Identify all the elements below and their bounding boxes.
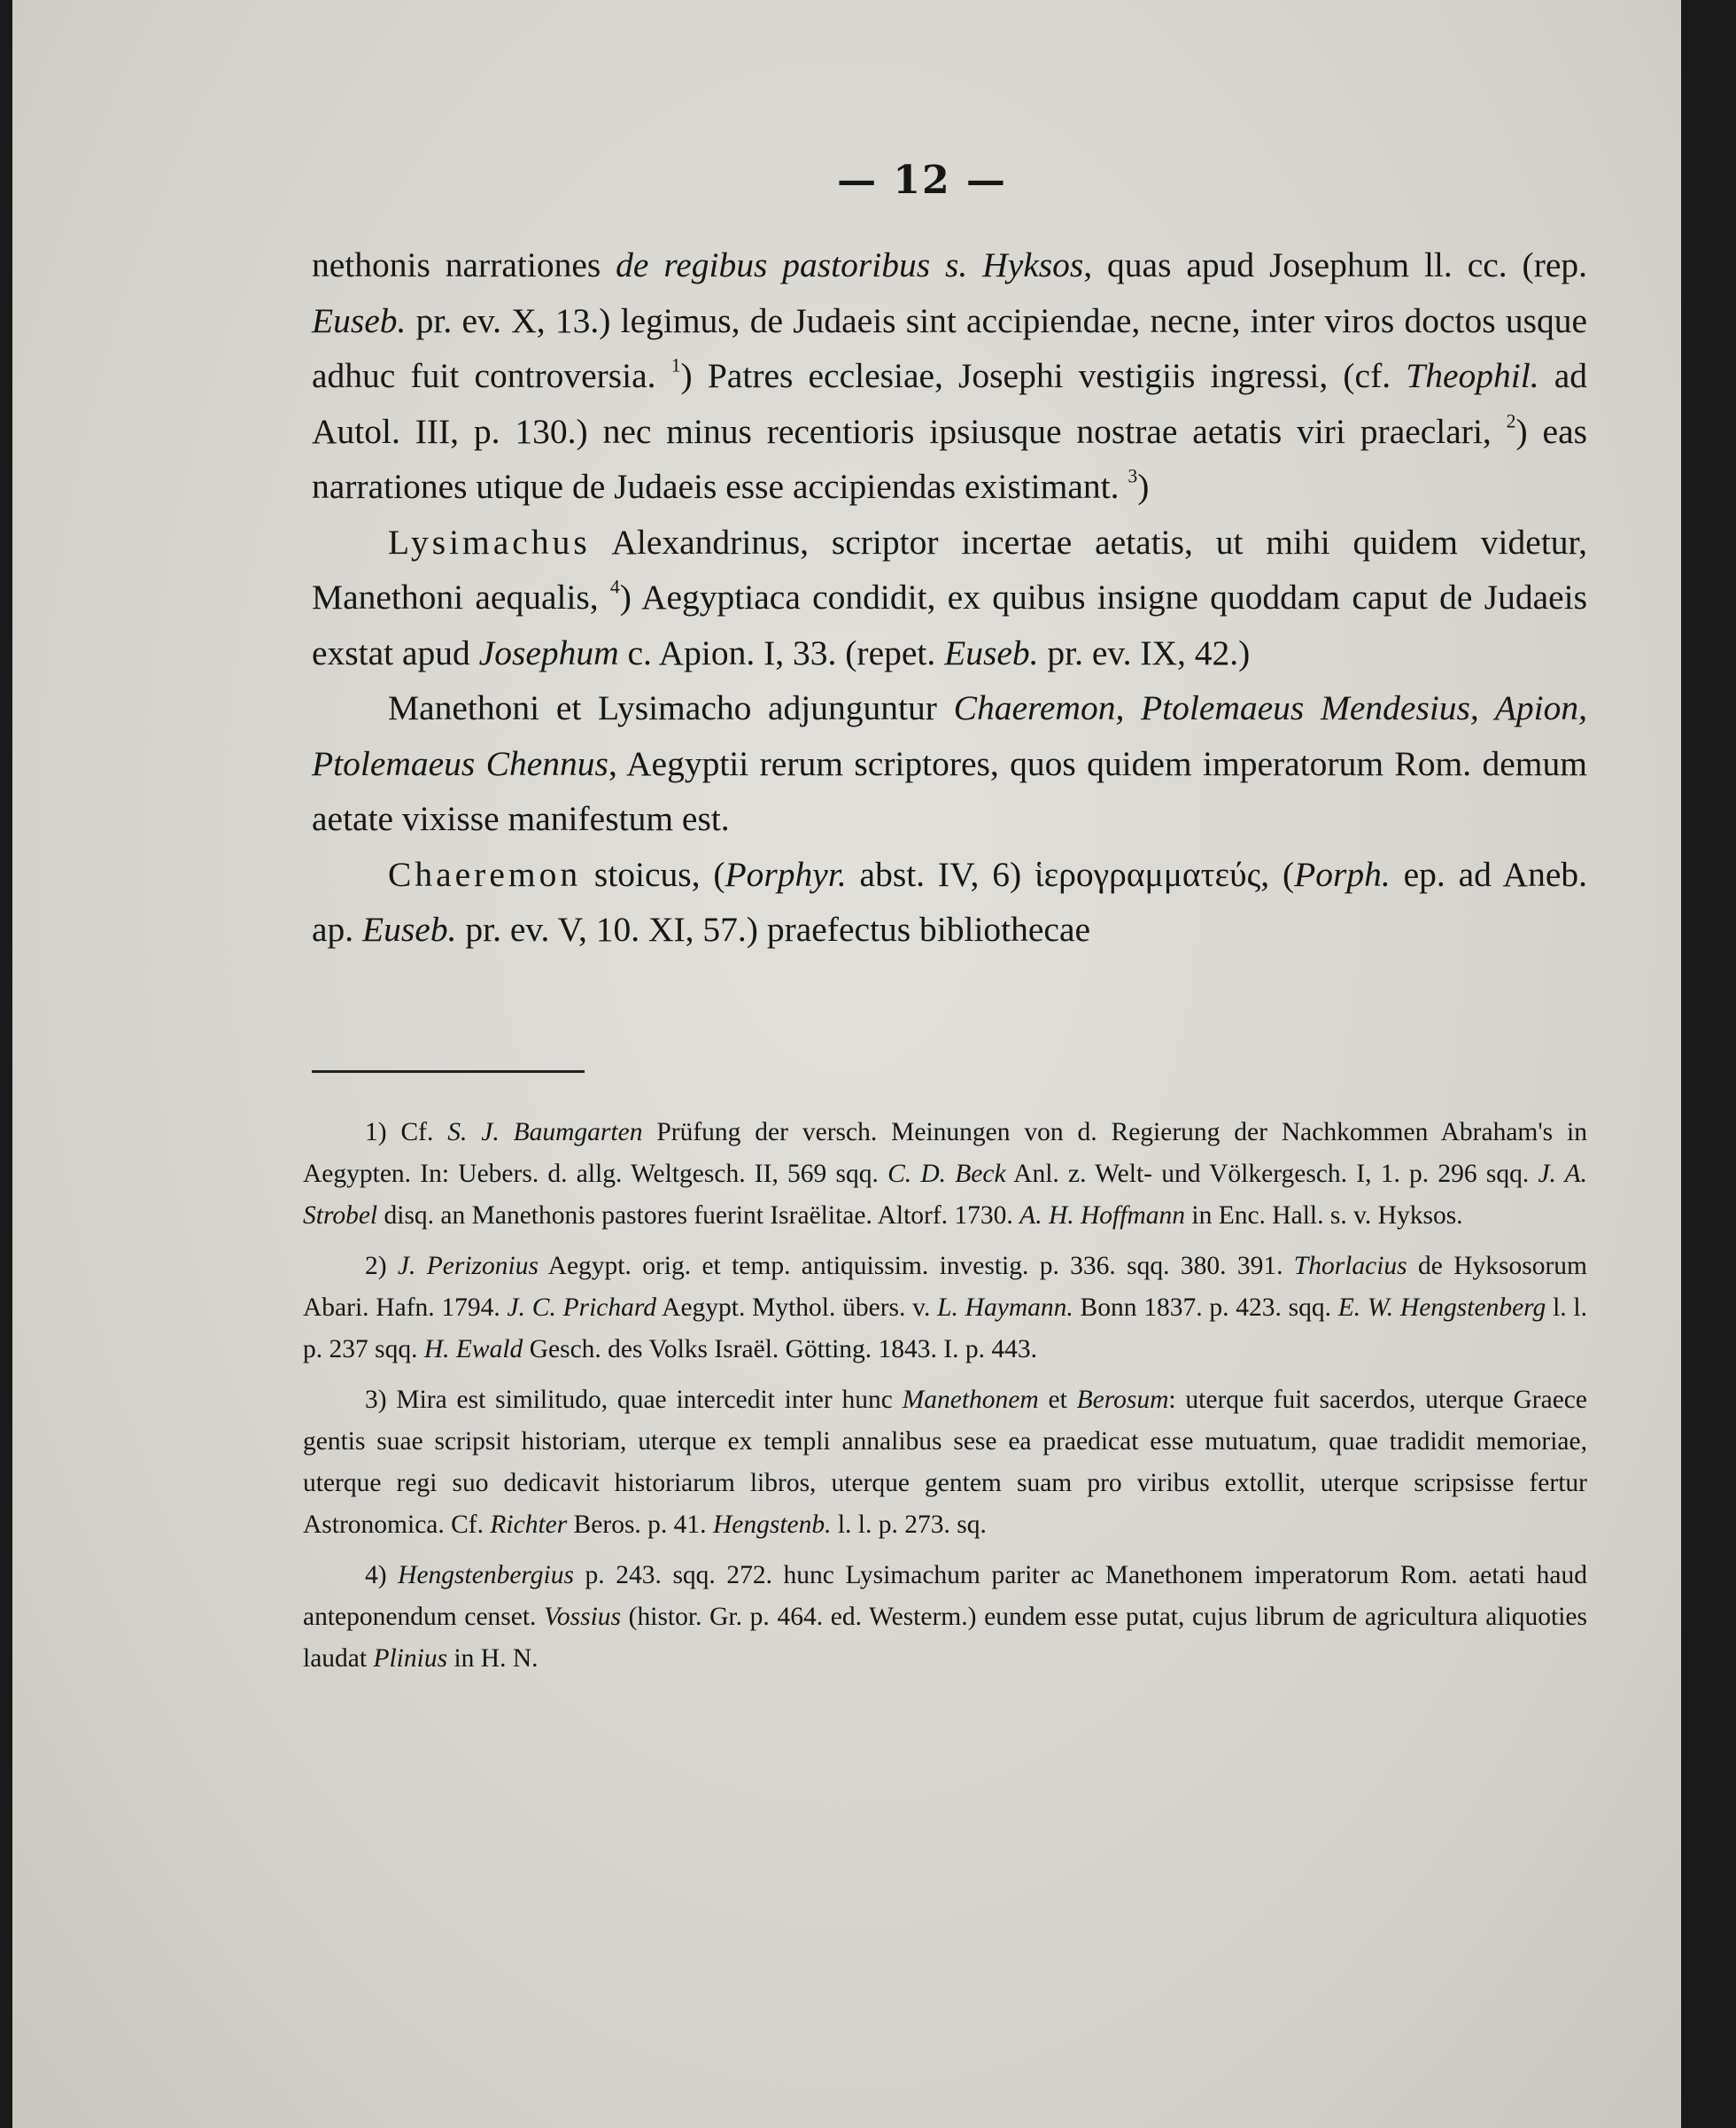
italic-text: Berosum: [1076, 1386, 1169, 1414]
footnote-ref: 2: [1506, 410, 1516, 432]
text-run: Gesch. des Volks Israël. Götting. 1843. I. p. 443.: [523, 1335, 1037, 1363]
text-run: ) eas narrationes utique de Judaeis esse accipiendas existimant.: [312, 411, 1587, 506]
footnote: [303, 1246, 1587, 1371]
text-run: Bonn 1837. p. 423. sqq.: [1073, 1293, 1338, 1322]
text-run: ) Aegyptiaca condidit, ex quibus insigne quoddam caput de Judaeis exstat apud: [312, 578, 1587, 672]
italic-text: Euseb.: [312, 300, 407, 340]
italic-text: Hengstenb.: [712, 1511, 832, 1539]
italic-text: J. Perizonius: [397, 1252, 539, 1280]
italic-text: S. J. Baumgarten: [447, 1118, 643, 1146]
text-run: l. l. p. 237 sqq.: [303, 1293, 1587, 1363]
text-run: 2): [365, 1252, 398, 1280]
text-run: Manethoni et Lysimacho adjunguntur: [388, 688, 954, 727]
italic-text: Vossius: [544, 1603, 621, 1631]
italic-text: L. Haymann.: [937, 1293, 1073, 1322]
book-page: [12, 0, 1681, 2128]
italic-text: Porphyr.: [725, 854, 847, 894]
paragraph: [312, 515, 1587, 681]
text-run: (histor. Gr. p. 464. ed. Westerm.) eundem esse putat, cujus librum de agricultura aliquoties laudat: [303, 1603, 1587, 1673]
text-run: nethonis narrationes: [312, 245, 616, 284]
paragraph: [312, 237, 1587, 515]
spaced-name: Chaeremon: [388, 854, 582, 894]
text-run: disq. an Manethonis pastores fuerint Israëlitae. Altorf. 1730.: [377, 1201, 1020, 1230]
italic-text: H. Ewald: [423, 1335, 523, 1363]
text-run: : uterque fuit sacerdos, uterque Graece gentis suae scripsit historiam, uterque ex templi annalibus sese ea praedicat esse mutuatum, quae tradidit memoriae, uterque regi suo dedicavit historiarum libros, uterque gentem suam pro viribus extollit, uterque scripsisse fertur Astronomica. Cf.: [303, 1386, 1587, 1539]
text-run: Aegypt. Mythol. übers. v.: [656, 1293, 938, 1322]
italic-text: Euseb.: [362, 910, 457, 949]
text-run: ad Autol. III, p. 130.) nec minus recentioris ipsiusque nostrae aetatis viri praeclari,: [312, 356, 1587, 451]
footnotes: [303, 1112, 1587, 1689]
text-run: Beros. p. 41.: [567, 1511, 713, 1539]
text-run: et: [1038, 1386, 1077, 1414]
text-run: abst. IV, 6) ἱερογραμματεύς, (: [846, 854, 1295, 894]
footnote-divider: [312, 1070, 585, 1073]
italic-text: Thorlacius: [1293, 1252, 1407, 1280]
text-run: pr. ev. IX, 42.): [1038, 633, 1251, 672]
italic-text: A. H. Hoffmann: [1019, 1201, 1185, 1230]
italic-text: E. W. Hengstenberg: [1337, 1293, 1546, 1322]
text-run: c. Apion. I, 33. (repet.: [618, 633, 945, 672]
text-run: pr. ev. X, 13.) legimus, de Judaeis sint accipiendae, necne, inter viros doctos usque adhuc fuit controversia.: [312, 300, 1587, 395]
italic-text: J. C. Prichard: [507, 1293, 657, 1322]
main-text: [312, 237, 1587, 958]
text-run: stoicus, (: [581, 854, 725, 894]
footnote: [303, 1379, 1587, 1546]
italic-text: Euseb.: [944, 633, 1039, 672]
text-run: p. 243. sqq. 272. hunc Lysimachum pariter ac Manethonem imperatorum Rom. aetati haud anteponendum censet.: [303, 1561, 1587, 1631]
text-run: 1) Cf.: [365, 1118, 448, 1146]
text-run: Alexandrinus, scriptor incertae aetatis, ut mihi quidem videtur, Manethoni aequalis,: [312, 522, 1587, 617]
text-run: l. l. p. 273. sq.: [831, 1511, 987, 1539]
text-run: Anl. z. Welt- und Völkergesch. I, 1. p. 296 sqq.: [1005, 1160, 1538, 1188]
italic-text: Manethonem: [902, 1386, 1039, 1414]
text-run: , quas apud Josephum ll. cc. (rep.: [1083, 245, 1588, 284]
italic-text: Hengstenbergius: [398, 1561, 574, 1589]
italic-text: Josephum: [478, 633, 619, 672]
text-run: 4): [365, 1561, 399, 1589]
text-run: ) Patres ecclesiae, Josephi vestigiis ingressi, (cf.: [680, 356, 1407, 395]
footnote-ref: 3: [1128, 465, 1138, 487]
text-run: in H. N.: [447, 1644, 539, 1673]
italic-text: Richter: [490, 1511, 568, 1539]
italic-text: Theophil.: [1406, 356, 1539, 395]
text-run: ep. ad Aneb. ap.: [312, 854, 1587, 949]
footnote-ref: 1: [670, 354, 681, 377]
text-run: 3) Mira est similitudo, quae intercedit inter hunc: [365, 1386, 903, 1414]
text-run: in Enc. Hall. s. v. Hyksos.: [1185, 1201, 1463, 1230]
page-number: — 12 —: [837, 158, 1007, 203]
italic-text: C. D. Beck: [887, 1160, 1006, 1188]
footnote: [303, 1112, 1587, 1237]
text-run: pr. ev. V, 10. XI, 57.) praefectus bibliothecae: [456, 910, 1091, 949]
italic-text: J. A. Strobel: [303, 1160, 1588, 1230]
text-run: Aegypt. orig. et temp. antiquissim. investig. p. 336. sqq. 380. 391.: [538, 1252, 1294, 1280]
text-run: de Hyksosorum Abari. Hafn. 1794.: [303, 1252, 1587, 1322]
text-run: , Aegyptii rerum scriptores, quos quidem imperatorum Rom. demum aetate vixisse manifestum est.: [312, 743, 1587, 838]
italic-text: de regibus pastoribus s. Hyksos: [616, 245, 1084, 284]
footnote-ref: 4: [609, 576, 620, 598]
italic-text: Chaeremon, Ptolemaeus Mendesius, Apion, Ptolemaeus Chennus: [312, 688, 1587, 783]
paragraph: [312, 847, 1587, 958]
text-run: ): [1137, 467, 1150, 506]
paragraph: [312, 680, 1587, 847]
spaced-name: Lysimachus: [388, 522, 591, 562]
text-run: Prüfung der versch. Meinungen von d. Regierung der Nachkommen Abraham's in Aegypten. In: Uebers. d. allg. Weltgesch. II, 569 sqq.: [303, 1118, 1588, 1188]
italic-text: Porph.: [1294, 854, 1391, 894]
footnote: [303, 1555, 1587, 1680]
italic-text: Plinius: [373, 1644, 448, 1673]
